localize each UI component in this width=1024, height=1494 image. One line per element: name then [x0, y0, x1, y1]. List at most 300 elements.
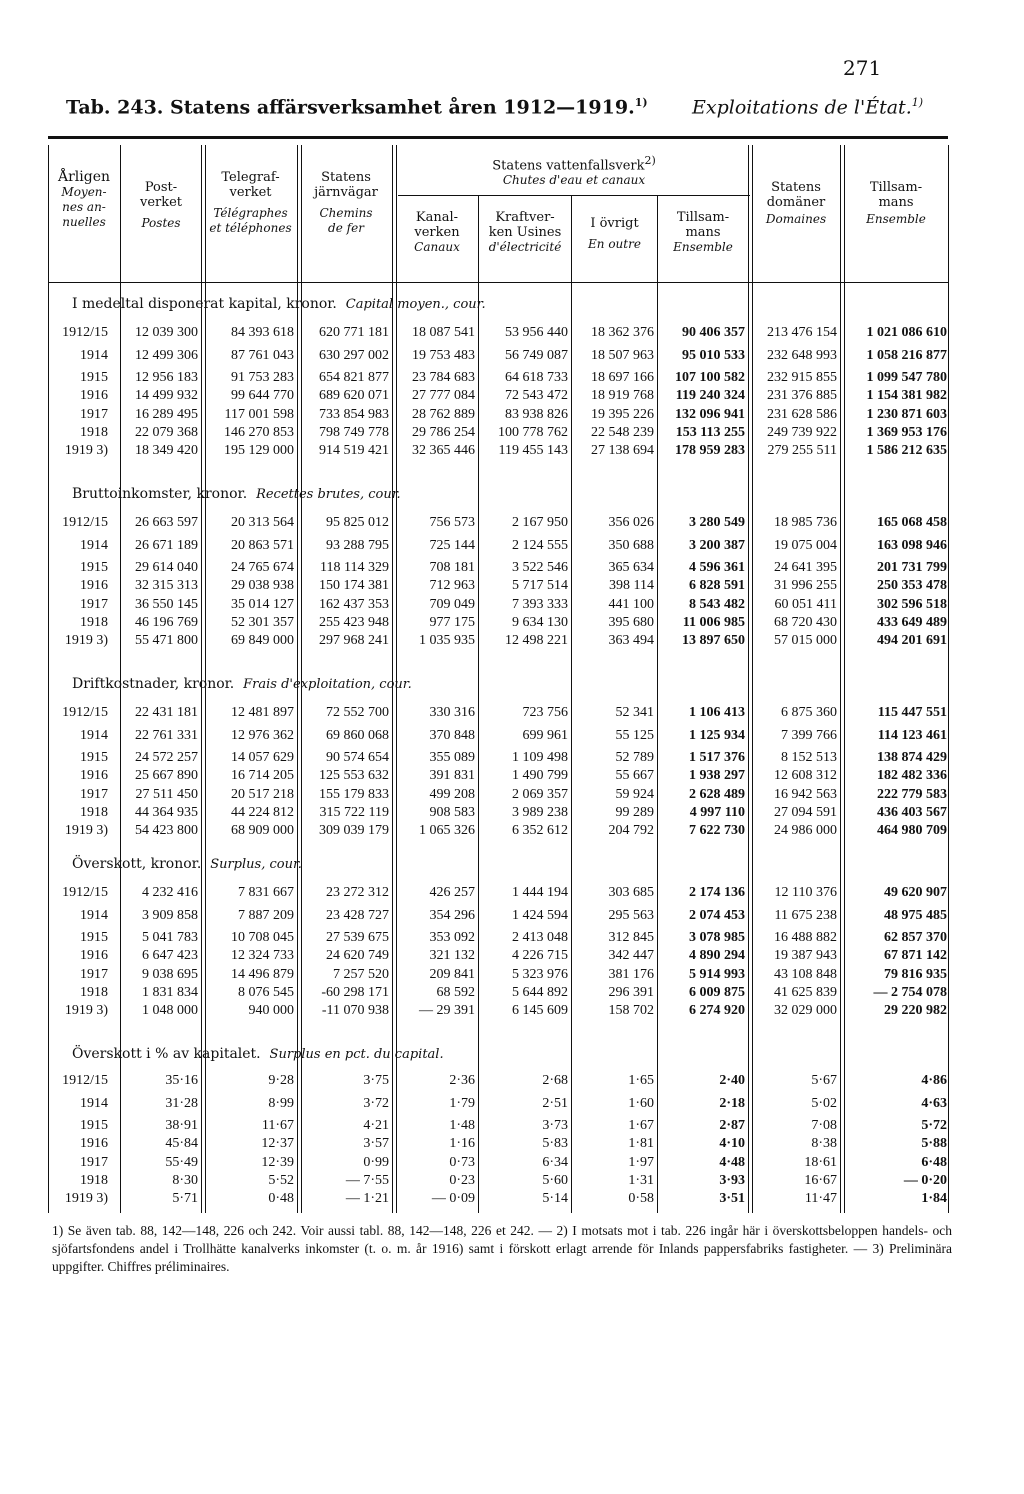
- cell-kraftverken: 119 455 143: [498, 443, 568, 459]
- cell-statens-jarnvagar: 69 860 068: [326, 727, 389, 743]
- cell-tillsammans-vattenfall: 1 938 297: [689, 768, 745, 784]
- section-table-surplus: [40, 884, 950, 1020]
- section-label-percent-fr: Surplus en pct. du capital.: [269, 1047, 444, 1062]
- cell-i-ovrigt: 1·60: [628, 1095, 654, 1111]
- cell-postverket: 12 499 306: [135, 347, 198, 363]
- header-kanal-1: Kanal-: [415, 210, 459, 225]
- cell-kanalverken: 1·48: [449, 1118, 475, 1134]
- cell-postverket: 22 761 331: [135, 727, 198, 743]
- table-row: [40, 1172, 950, 1190]
- cell-year: 1916: [80, 388, 108, 404]
- header-post-1: Post-: [144, 180, 178, 195]
- cell-kraftverken: 2 124 555: [512, 537, 568, 553]
- header-kraft: [479, 210, 571, 255]
- cell-telegrafverket: 9·28: [268, 1073, 294, 1088]
- cell-postverket: 44 364 935: [135, 804, 198, 820]
- cell-tillsammans-vattenfall: 1 517 376: [689, 750, 745, 766]
- cell-statens-domaner: 7 399 766: [781, 727, 837, 743]
- table-row: [40, 369, 950, 387]
- cell-statens-domaner: 8·38: [811, 1136, 837, 1152]
- cell-telegrafverket: 12 481 897: [231, 705, 294, 720]
- cell-i-ovrigt: 55 667: [615, 768, 654, 784]
- cell-statens-jarnvagar: -60 298 171: [321, 984, 389, 1000]
- header-year-sv: Årligen: [57, 169, 111, 185]
- table-row: [40, 406, 950, 424]
- cell-statens-jarnvagar: 125 553 632: [319, 768, 389, 784]
- cell-i-ovrigt: 18 507 963: [591, 347, 654, 363]
- cell-statens-domaner: 57 015 000: [774, 633, 837, 649]
- cell-statens-jarnvagar: 4·21: [363, 1118, 389, 1134]
- section-label-surplus: [72, 856, 302, 872]
- cell-postverket: 26 671 189: [135, 537, 198, 553]
- header-domaner-2: domäner: [766, 195, 826, 210]
- cell-year: 1919 3): [64, 633, 108, 649]
- cell-tillsammans-total: 4·63: [921, 1095, 947, 1111]
- cell-tillsammans-vattenfall: 11 006 985: [682, 614, 745, 630]
- cell-tillsammans-total: 302 596 518: [877, 596, 947, 612]
- cell-telegrafverket: 7 831 667: [238, 885, 294, 900]
- cell-tillsammans-vattenfall: 6 009 875: [689, 984, 745, 1000]
- cell-kanalverken: 712 963: [429, 578, 475, 594]
- header-rail-fr1: Chemins: [319, 206, 373, 220]
- header-post: [121, 180, 201, 231]
- header-tills2-1: Tillsam-: [869, 180, 923, 195]
- cell-kanalverken: 391 831: [429, 768, 475, 784]
- cell-i-ovrigt: 1·67: [628, 1118, 654, 1134]
- cell-postverket: 36 550 145: [135, 596, 198, 612]
- cell-statens-domaner: 279 255 511: [767, 443, 837, 459]
- cell-statens-jarnvagar: 689 620 071: [319, 388, 389, 404]
- cell-kanalverken: — 29 391: [419, 1003, 475, 1019]
- cell-kanalverken: 68 592: [436, 984, 475, 1000]
- cell-tillsammans-total: 1 099 547 780: [866, 370, 947, 386]
- cell-tillsammans-vattenfall: 2 174 136: [689, 885, 745, 900]
- cell-statens-jarnvagar: 155 179 833: [319, 786, 389, 802]
- table-row: [40, 902, 950, 929]
- cell-year: 1918: [80, 424, 108, 440]
- cell-tillsammans-vattenfall: 3 200 387: [689, 537, 745, 553]
- cell-kraftverken: 53 956 440: [505, 325, 568, 340]
- cell-statens-jarnvagar: 654 821 877: [319, 370, 389, 386]
- cell-statens-domaner: 31 996 255: [774, 578, 837, 594]
- cell-statens-domaner: 7·08: [811, 1118, 837, 1134]
- table-row: [40, 704, 950, 722]
- cell-tillsammans-total: 115 447 551: [877, 705, 947, 720]
- section-label-surplus-fr: Surplus, cour.: [210, 857, 302, 872]
- header-kanal-fr: Canaux: [414, 240, 460, 254]
- cell-i-ovrigt: 52 789: [615, 750, 654, 766]
- cell-telegrafverket: 20 517 218: [231, 786, 294, 802]
- cell-i-ovrigt: 342 447: [608, 948, 654, 964]
- cell-i-ovrigt: 441 100: [608, 596, 654, 612]
- header-kanal: [396, 210, 478, 255]
- cell-kanalverken: 1 035 935: [419, 633, 475, 649]
- cell-telegrafverket: 29 038 938: [231, 578, 294, 594]
- cell-i-ovrigt: 395 680: [608, 614, 654, 630]
- cell-statens-jarnvagar: 297 968 241: [319, 633, 389, 649]
- cell-year: 1912/15: [62, 325, 108, 340]
- cell-tillsammans-vattenfall: 2·40: [719, 1073, 745, 1088]
- cell-year: 1915: [80, 930, 108, 946]
- cell-telegrafverket: 91 753 283: [231, 370, 294, 386]
- cell-postverket: 5 041 783: [142, 930, 198, 946]
- cell-kraftverken: 5·14: [542, 1191, 568, 1207]
- title-french: [692, 96, 923, 118]
- cell-tillsammans-vattenfall: 1 106 413: [689, 705, 745, 720]
- header-tills2-fr: Ensemble: [866, 212, 926, 226]
- cell-postverket: 22 431 181: [135, 705, 198, 720]
- cell-tillsammans-total: 433 649 489: [877, 614, 947, 630]
- table-row: [40, 722, 950, 749]
- cell-kraftverken: 7 393 333: [512, 596, 568, 612]
- cell-tillsammans-total: 222 779 583: [877, 786, 947, 802]
- cell-statens-jarnvagar: 7 257 520: [333, 966, 389, 982]
- group-rule: [398, 195, 750, 196]
- cell-year: 1919 3): [64, 1191, 108, 1207]
- cell-i-ovrigt: 22 548 239: [591, 424, 654, 440]
- cell-tillsammans-total: 6·48: [921, 1154, 947, 1170]
- cell-tillsammans-total: 1 058 216 877: [866, 347, 947, 363]
- cell-tillsammans-vattenfall: 90 406 357: [682, 325, 745, 340]
- header-tele-1: Telegraf-: [221, 170, 280, 185]
- cell-i-ovrigt: 356 026: [608, 515, 654, 530]
- cell-year: 1916: [80, 768, 108, 784]
- cell-telegrafverket: 12 324 733: [231, 948, 294, 964]
- cell-year: 1918: [80, 984, 108, 1000]
- cell-statens-jarnvagar: 798 749 778: [319, 424, 389, 440]
- cell-postverket: 54 423 800: [135, 823, 198, 839]
- cell-year: 1918: [80, 804, 108, 820]
- cell-tillsammans-vattenfall: 1 125 934: [689, 727, 745, 743]
- cell-kraftverken: 64 618 733: [505, 370, 568, 386]
- cell-year: 1914: [80, 1095, 108, 1111]
- section-label-frais: [72, 676, 412, 692]
- header-ovrigt: [572, 216, 657, 252]
- cell-statens-domaner: 24 986 000: [774, 823, 837, 839]
- cell-statens-jarnvagar: 93 288 795: [326, 537, 389, 553]
- cell-statens-domaner: 68 720 430: [774, 614, 837, 630]
- cell-telegrafverket: 35 014 127: [231, 596, 294, 612]
- cell-statens-domaner: 32 029 000: [774, 1003, 837, 1019]
- cell-tillsammans-total: 165 068 458: [877, 515, 947, 530]
- cell-tillsammans-vattenfall: 3·51: [719, 1191, 745, 1207]
- cell-kanalverken: 330 316: [429, 705, 475, 720]
- cell-i-ovrigt: 55 125: [615, 727, 654, 743]
- cell-tillsammans-total: 79 816 935: [884, 966, 947, 982]
- cell-statens-jarnvagar: 23 428 727: [326, 907, 389, 923]
- cell-telegrafverket: 99 644 770: [231, 388, 294, 404]
- cell-kraftverken: 5·60: [542, 1172, 568, 1188]
- section-table-recettes: [40, 514, 950, 650]
- cell-year: 1916: [80, 578, 108, 594]
- cell-statens-jarnvagar: 914 519 421: [319, 443, 389, 459]
- table-row: [40, 532, 950, 559]
- cell-tillsammans-total: — 2 754 078: [873, 984, 947, 1000]
- cell-tillsammans-total: 1 230 871 603: [866, 406, 947, 422]
- header-domaner-1: Statens: [771, 180, 821, 195]
- header-tele-2: verket: [229, 185, 272, 200]
- cell-telegrafverket: 69 849 000: [231, 633, 294, 649]
- cell-statens-domaner: 11·47: [804, 1191, 837, 1207]
- cell-statens-jarnvagar: 150 174 381: [319, 578, 389, 594]
- cell-kraftverken: 2·68: [542, 1073, 568, 1088]
- table-row: [40, 577, 950, 595]
- cell-kraftverken: 5 644 892: [512, 984, 568, 1000]
- cell-kanalverken: 1·16: [449, 1136, 475, 1152]
- cell-statens-domaner: 12 608 312: [774, 768, 837, 784]
- cell-statens-jarnvagar: 90 574 654: [326, 750, 389, 766]
- cell-kraftverken: 2 167 950: [512, 515, 568, 530]
- cell-telegrafverket: 44 224 812: [231, 804, 294, 820]
- header-group-note: 2): [644, 154, 656, 167]
- cell-postverket: 26 663 597: [135, 515, 198, 530]
- cell-tillsammans-vattenfall: 5 914 993: [689, 966, 745, 982]
- cell-statens-domaner: 19 387 943: [774, 948, 837, 964]
- cell-tillsammans-total: 114 123 461: [877, 727, 947, 743]
- cell-tillsammans-total: 62 857 370: [884, 930, 947, 946]
- cell-postverket: 35·16: [165, 1073, 198, 1088]
- cell-statens-domaner: 249 739 922: [767, 424, 837, 440]
- cell-year: 1916: [80, 1136, 108, 1152]
- table-row: [40, 1072, 950, 1090]
- cell-i-ovrigt: 0·58: [628, 1191, 654, 1207]
- cell-postverket: 4 232 416: [142, 885, 198, 900]
- cell-postverket: 14 499 932: [135, 388, 198, 404]
- cell-kanalverken: 0·23: [449, 1172, 475, 1188]
- cell-postverket: 18 349 420: [135, 443, 198, 459]
- cell-tillsammans-vattenfall: 178 959 283: [675, 443, 745, 459]
- table-row: [40, 559, 950, 577]
- cell-i-ovrigt: 312 845: [608, 930, 654, 946]
- cell-i-ovrigt: 350 688: [608, 537, 654, 553]
- cell-tillsammans-vattenfall: 2 074 453: [689, 907, 745, 923]
- table-row: [40, 767, 950, 785]
- header-ovrigt-1: I övrigt: [590, 216, 639, 231]
- cell-telegrafverket: 8·99: [268, 1095, 294, 1111]
- cell-kraftverken: 100 778 762: [498, 424, 568, 440]
- cell-year: 1919 3): [64, 443, 108, 459]
- header-rail-2: järnvägar: [314, 185, 378, 200]
- table-row: [40, 1002, 950, 1020]
- cell-year: 1918: [80, 614, 108, 630]
- cell-year: 1914: [80, 537, 108, 553]
- cell-postverket: 12 039 300: [135, 325, 198, 340]
- cell-tillsammans-vattenfall: 6 828 591: [689, 578, 745, 594]
- cell-tillsammans-total: — 0·20: [903, 1172, 947, 1188]
- cell-statens-jarnvagar: 3·72: [363, 1095, 389, 1111]
- table-row: [40, 514, 950, 532]
- cell-telegrafverket: 146 270 853: [224, 424, 294, 440]
- cell-tillsammans-total: 250 353 478: [877, 578, 947, 594]
- cell-tillsammans-total: 163 098 946: [877, 537, 947, 553]
- cell-postverket: 38·91: [165, 1118, 198, 1134]
- cell-year: 1914: [80, 347, 108, 363]
- cell-postverket: 55 471 800: [135, 633, 198, 649]
- cell-statens-jarnvagar: 630 297 002: [319, 347, 389, 363]
- cell-year: 1912/15: [62, 1073, 108, 1088]
- cell-tillsammans-vattenfall: 153 113 255: [675, 424, 745, 440]
- table-row: [40, 947, 950, 965]
- cell-kanalverken: 708 181: [429, 560, 475, 576]
- header-year-fr2: nes an-: [62, 200, 106, 214]
- cell-statens-domaner: 231 628 586: [767, 406, 837, 422]
- cell-i-ovrigt: 52 341: [615, 705, 654, 720]
- cell-tillsammans-vattenfall: 3 280 549: [689, 515, 745, 530]
- cell-kanalverken: 499 208: [429, 786, 475, 802]
- cell-year: 1915: [80, 370, 108, 386]
- cell-year: 1912/15: [62, 705, 108, 720]
- cell-year: 1917: [80, 966, 108, 982]
- page-number: 271: [843, 56, 882, 80]
- cell-kraftverken: 2 069 357: [512, 786, 568, 802]
- cell-kraftverken: 2·51: [542, 1095, 568, 1111]
- cell-tillsammans-total: 1 369 953 176: [866, 424, 947, 440]
- cell-statens-domaner: 18 985 736: [774, 515, 837, 530]
- cell-telegrafverket: 84 393 618: [231, 325, 294, 340]
- cell-postverket: 24 572 257: [135, 750, 198, 766]
- cell-tillsammans-vattenfall: 3 078 985: [689, 930, 745, 946]
- cell-tillsammans-vattenfall: 8 543 482: [689, 596, 745, 612]
- cell-kraftverken: 56 749 087: [505, 347, 568, 363]
- cell-kanalverken: 370 848: [429, 727, 475, 743]
- cell-statens-domaner: 16 942 563: [774, 786, 837, 802]
- cell-tillsammans-total: 4·86: [921, 1073, 947, 1088]
- cell-year: 1915: [80, 750, 108, 766]
- cell-tillsammans-vattenfall: 3·93: [719, 1172, 745, 1188]
- cell-postverket: 1 831 834: [142, 984, 198, 1000]
- header-year-fr1: Moyen-: [61, 185, 107, 199]
- header-group-text: Statens vattenfallsverk: [492, 158, 645, 174]
- cell-tillsammans-vattenfall: 4 596 361: [689, 560, 745, 576]
- cell-kanalverken: 354 296: [429, 907, 475, 923]
- cell-tillsammans-vattenfall: 107 100 582: [675, 370, 745, 386]
- cell-tillsammans-total: 1 154 381 982: [866, 388, 947, 404]
- cell-kraftverken: 1 424 594: [512, 907, 568, 923]
- cell-tillsammans-total: 138 874 429: [877, 750, 947, 766]
- table-row: [40, 324, 950, 342]
- cell-kanalverken: 908 583: [429, 804, 475, 820]
- cell-tillsammans-total: 436 403 567: [877, 804, 947, 820]
- cell-kraftverken: 5 717 514: [512, 578, 568, 594]
- table-row: [40, 1135, 950, 1153]
- cell-statens-jarnvagar: 27 539 675: [326, 930, 389, 946]
- cell-year: 1917: [80, 406, 108, 422]
- table-row: [40, 1190, 950, 1208]
- cell-statens-domaner: 19 075 004: [774, 537, 837, 553]
- cell-tillsammans-total: 5·72: [921, 1118, 947, 1134]
- cell-statens-domaner: 5·02: [811, 1095, 837, 1111]
- cell-year: 1919 3): [64, 1003, 108, 1019]
- table-row: [40, 786, 950, 804]
- cell-year: 1918: [80, 1172, 108, 1188]
- cell-year: 1914: [80, 907, 108, 923]
- cell-kanalverken: 355 089: [429, 750, 475, 766]
- cell-statens-domaner: 232 915 855: [767, 370, 837, 386]
- cell-postverket: 16 289 495: [135, 406, 198, 422]
- section-label-capital: [72, 296, 486, 312]
- cell-i-ovrigt: 1·97: [628, 1154, 654, 1170]
- cell-year: 1916: [80, 948, 108, 964]
- cell-statens-jarnvagar: 162 437 353: [319, 596, 389, 612]
- cell-statens-domaner: 231 376 885: [767, 388, 837, 404]
- cell-kanalverken: 28 762 889: [412, 406, 475, 422]
- cell-statens-jarnvagar: 24 620 749: [326, 948, 389, 964]
- cell-i-ovrigt: 1·31: [628, 1172, 654, 1188]
- cell-tillsammans-total: 67 871 142: [884, 948, 947, 964]
- cell-postverket: 3 909 858: [142, 907, 198, 923]
- cell-tillsammans-vattenfall: 2·18: [719, 1095, 745, 1111]
- cell-telegrafverket: 12·37: [261, 1136, 294, 1152]
- cell-year: 1917: [80, 596, 108, 612]
- table-row: [40, 884, 950, 902]
- cell-postverket: 45·84: [165, 1136, 198, 1152]
- table-row: [40, 749, 950, 767]
- col-rule: [48, 145, 49, 1213]
- table-row: [40, 1117, 950, 1135]
- cell-statens-jarnvagar: 315 722 119: [319, 804, 389, 820]
- header-group-fr: Chutes d'eau et canaux: [502, 173, 646, 188]
- cell-statens-domaner: 11 675 238: [774, 907, 837, 923]
- header-kraft-2: ken Usines: [488, 225, 562, 240]
- header-tills1-fr: Ensemble: [673, 240, 733, 254]
- cell-statens-domaner: 232 648 993: [767, 347, 837, 363]
- cell-telegrafverket: 52 301 357: [231, 614, 294, 630]
- cell-year: 1919 3): [64, 823, 108, 839]
- cell-statens-domaner: 43 108 848: [774, 966, 837, 982]
- cell-i-ovrigt: 18 362 376: [591, 325, 654, 340]
- cell-i-ovrigt: 19 395 226: [591, 406, 654, 422]
- cell-statens-jarnvagar: 620 771 181: [319, 325, 389, 340]
- section-label-frais-sv: Driftkostnader, kronor.: [72, 676, 235, 692]
- header-year-fr3: nuelles: [62, 215, 106, 229]
- section-label-capital-fr: Capital moyen., cour.: [345, 297, 486, 312]
- cell-kraftverken: 83 938 826: [505, 406, 568, 422]
- cell-telegrafverket: 11·67: [261, 1118, 294, 1134]
- table-row: [40, 966, 950, 984]
- table-row: [40, 424, 950, 442]
- title-french-footnote-mark: 1): [911, 96, 924, 109]
- cell-postverket: 46 196 769: [135, 614, 198, 630]
- cell-tillsammans-vattenfall: 2·87: [719, 1118, 745, 1134]
- cell-statens-jarnvagar: 3·75: [363, 1073, 389, 1088]
- header-rail: [300, 170, 392, 236]
- section-table-frais: [40, 704, 950, 840]
- cell-i-ovrigt: 365 634: [608, 560, 654, 576]
- cell-telegrafverket: 5·52: [268, 1172, 294, 1188]
- cell-statens-jarnvagar: 95 825 012: [326, 515, 389, 530]
- cell-tillsammans-vattenfall: 13 897 650: [682, 633, 745, 649]
- cell-tillsammans-total: 201 731 799: [877, 560, 947, 576]
- cell-postverket: 22 079 368: [135, 424, 198, 440]
- section-label-surplus-sv: Överskott, kronor.: [72, 856, 202, 872]
- cell-postverket: 29 614 040: [135, 560, 198, 576]
- header-rail-1: Statens: [321, 170, 371, 185]
- cell-i-ovrigt: 204 792: [608, 823, 654, 839]
- cell-year: 1917: [80, 786, 108, 802]
- cell-tillsammans-vattenfall: 4·10: [719, 1136, 745, 1152]
- cell-statens-domaner: 41 625 839: [774, 984, 837, 1000]
- table-row: [40, 1154, 950, 1172]
- cell-tillsammans-total: 494 201 691: [877, 633, 947, 649]
- cell-telegrafverket: 12·39: [261, 1154, 294, 1170]
- cell-kanalverken: 321 132: [429, 948, 475, 964]
- header-tills1-1: Tillsam-: [676, 210, 730, 225]
- cell-year: 1915: [80, 1118, 108, 1134]
- cell-postverket: 9 038 695: [142, 966, 198, 982]
- header-kanal-2: verken: [414, 225, 460, 240]
- section-table-percent: [40, 1072, 950, 1208]
- cell-tillsammans-total: 29 220 982: [884, 1003, 947, 1019]
